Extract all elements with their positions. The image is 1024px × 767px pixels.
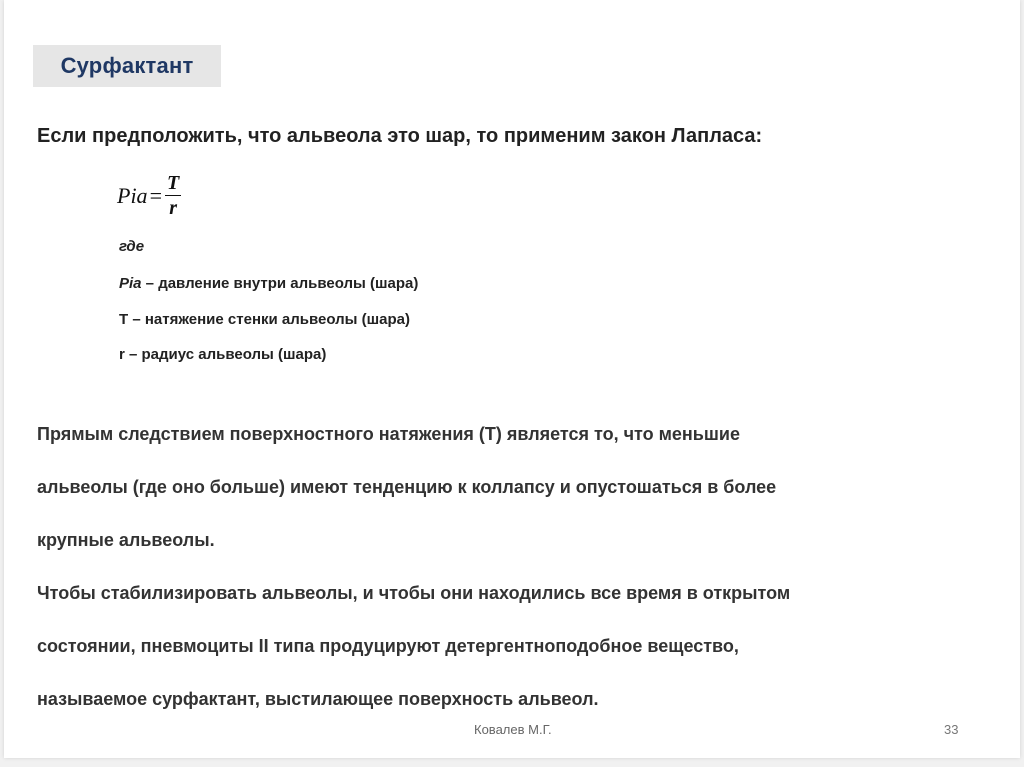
legend-pia	[119, 275, 418, 292]
formula-lhs: Pia	[117, 182, 148, 208]
laplace-formula	[117, 173, 181, 218]
body-line: Чтобы стабилизировать альвеолы, и чтобы они находились все время в открытом	[37, 583, 791, 603]
body-line: крупные альвеолы.	[37, 530, 215, 550]
formula-equals: =	[149, 182, 162, 208]
formula-denominator: r	[169, 197, 177, 219]
slide-title: Сурфактант	[60, 53, 194, 78]
legend-pia-text: – давление внутри альвеолы (шара)	[141, 275, 419, 292]
body-line: состоянии, пневмоциты II типа продуцируют детергентноподобное вещество,	[37, 636, 739, 656]
page-number: 33	[944, 722, 959, 737]
slide	[4, 0, 1020, 758]
legend-t: T – натяжение стенки альвеолы (шара)	[119, 311, 410, 328]
intro-text: Если предположить, что альвеола это шар, то применим закон Лапласа:	[37, 125, 763, 147]
legend-where-word: где	[119, 238, 145, 255]
title-box	[33, 45, 221, 87]
body-line: Прямым следствием поверхностного натяжения (T) является то, что меньшие	[37, 424, 740, 444]
formula-numerator: T	[166, 172, 180, 194]
legend-r: r – радиус альвеолы (шара)	[119, 346, 327, 363]
legend-where	[119, 238, 144, 255]
formula-fraction	[165, 173, 181, 218]
body-line: альвеолы (где оно больше) имеют тенденцию к коллапсу и опустошаться в более	[37, 477, 777, 497]
footer-author: Ковалев М.Г.	[474, 722, 552, 737]
body-line: называемое сурфактант, выстилающее поверхность альвеол.	[37, 689, 599, 709]
legend-pia-symbol: Pia	[119, 275, 142, 292]
